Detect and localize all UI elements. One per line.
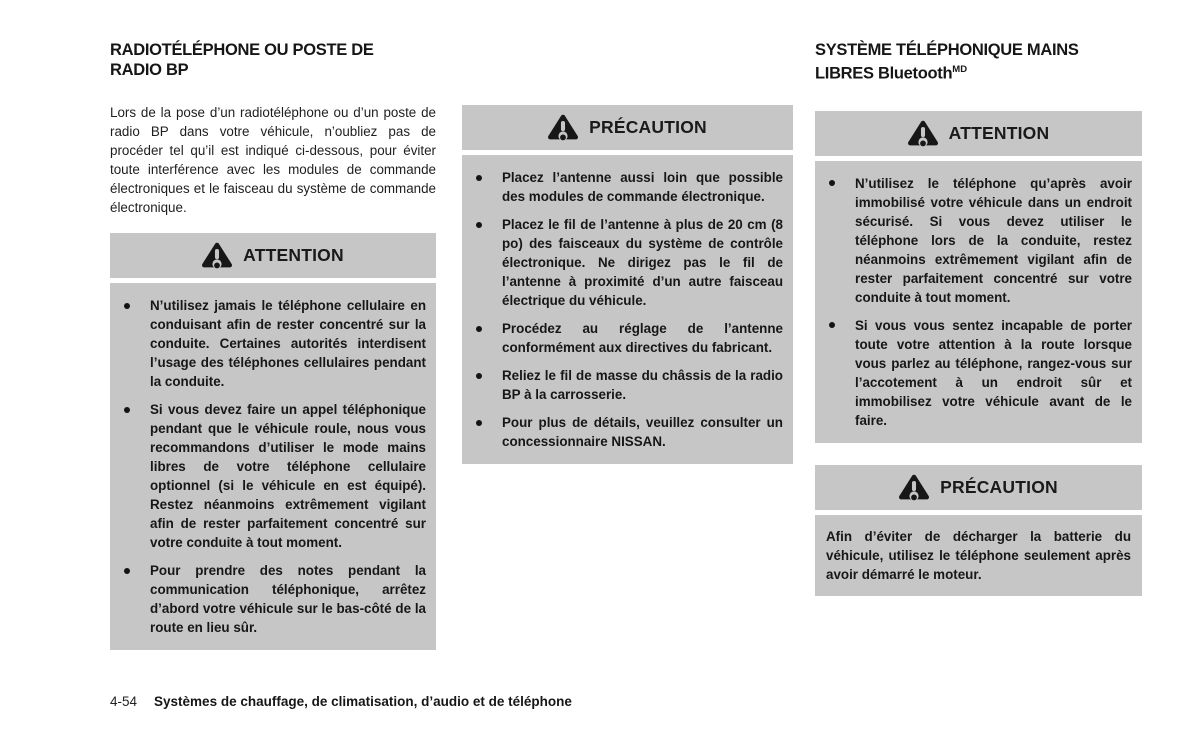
right-title-line2 bbox=[815, 60, 1142, 84]
warning-triangle-icon bbox=[202, 241, 232, 270]
attention-box-left-header bbox=[110, 233, 436, 278]
bullet-item: Placez le fil de l’antenne à plus de 20 cm (8 po) des faisceaux du système de contrôle électronique. Ne dirigez pas le fil de l’antenne à proximité d’un autre faisceau électrique du véhicule. bbox=[462, 215, 783, 310]
precaution-box-middle bbox=[462, 105, 793, 464]
attention-right-bullet-list bbox=[815, 174, 1132, 430]
page-footer bbox=[110, 694, 572, 709]
attention-box-right-header bbox=[815, 111, 1142, 156]
bullet-item: Procédez au réglage de l’antenne conformément aux directives du fabricant. bbox=[462, 319, 783, 357]
precaution-middle-bullet-list bbox=[462, 168, 783, 451]
attention-box-right-body bbox=[815, 161, 1142, 443]
page-number: 4-54 bbox=[110, 694, 138, 709]
warning-triangle-icon bbox=[548, 113, 578, 142]
precaution-right-paragraph: Afin d’éviter de décharger la batterie du véhicule, utilisez le téléphone seulement après avoir démarré le moteur. bbox=[826, 528, 1131, 582]
attention-left-bullet-list bbox=[110, 296, 426, 637]
bullet-item: Pour prendre des notes pendant la communication téléphonique, arrêtez d’abord votre véhicule sur le bas-côté de la route en lieu sûr. bbox=[110, 561, 426, 637]
right-column-title bbox=[815, 40, 1142, 84]
warning-triangle-icon bbox=[908, 119, 938, 148]
right-title-line2-text: LIBRES Bluetooth bbox=[815, 64, 953, 83]
precaution-box-right-body bbox=[815, 515, 1142, 596]
left-intro-paragraph: Lors de la pose d’un radiotéléphone ou d’un poste de radio BP dans votre véhicule, n’oubliez pas de procéder tel qu’il est indiqué ci-dessous, pour éviter toute interférence avec les modules de commande électroniques et le faisceau du système de commande électronique. bbox=[110, 105, 436, 215]
left-title-line1: RADIOTÉLÉPHONE OU POSTE DE bbox=[110, 41, 374, 59]
left-column-title bbox=[110, 40, 436, 80]
middle-column bbox=[462, 105, 793, 464]
precaution-label: PRÉCAUTION bbox=[589, 117, 707, 137]
precaution-box-middle-header bbox=[462, 105, 793, 150]
attention-box-left bbox=[110, 233, 436, 650]
left-title-line2: RADIO BP bbox=[110, 61, 189, 79]
bullet-item: Si vous devez faire un appel téléphonique pendant que le véhicule roule, nous vous recommandons d’utiliser le mode mains libres de votre téléphone cellulaire optionnel (si le véhicule en est équipé). Restez néanmoins extrêmement vigilant afin de rester parfaitement concentré sur votre conduite à tout moment. bbox=[110, 400, 426, 552]
bullet-item: Reliez le fil de masse du châssis de la radio BP à la carrosserie. bbox=[462, 366, 783, 404]
bullet-item: N’utilisez jamais le téléphone cellulaire en conduisant afin de rester concentré sur la conduite. Certaines autorités interdisent l’usage des téléphones cellulaires pendant la conduite. bbox=[110, 296, 426, 391]
precaution-box-right-header bbox=[815, 465, 1142, 510]
attention-label: ATTENTION bbox=[948, 122, 1050, 143]
precaution-box-right bbox=[815, 465, 1142, 596]
right-title-line1: SYSTÈME TÉLÉPHONIQUE MAINS bbox=[815, 41, 1079, 59]
attention-label: ATTENTION bbox=[243, 245, 344, 265]
precaution-box-middle-body bbox=[462, 155, 793, 464]
trademark-superscript: MD bbox=[952, 64, 968, 75]
attention-box-right bbox=[815, 111, 1142, 443]
precaution-label: PRÉCAUTION bbox=[940, 476, 1058, 497]
left-column bbox=[110, 40, 436, 650]
footer-section-title: Systèmes de chauffage, de climatisation, d’audio et de téléphone bbox=[154, 694, 572, 709]
right-column bbox=[815, 40, 1142, 596]
attention-box-left-body bbox=[110, 283, 436, 650]
warning-triangle-icon bbox=[899, 473, 929, 502]
bullet-item: Si vous vous sentez incapable de porter toute votre attention à la route lorsque vous parlez au téléphone, rangez-vous sur l’accotement à un endroit sûr et immobilisez votre véhicule avant de le faire. bbox=[815, 316, 1132, 430]
bullet-item: Pour plus de détails, veuillez consulter un concessionnaire NISSAN. bbox=[462, 413, 783, 451]
bullet-item: Placez l’antenne aussi loin que possible des modules de commande électronique. bbox=[462, 168, 783, 206]
bullet-item: N’utilisez le téléphone qu’après avoir immobilisé votre véhicule dans un endroit sécurisé. Si vous devez utiliser le téléphone lors de la conduite, restez néanmoins extrêmement vigilant afin de rester parfaitement concentré sur votre conduite à tout moment. bbox=[815, 174, 1132, 307]
